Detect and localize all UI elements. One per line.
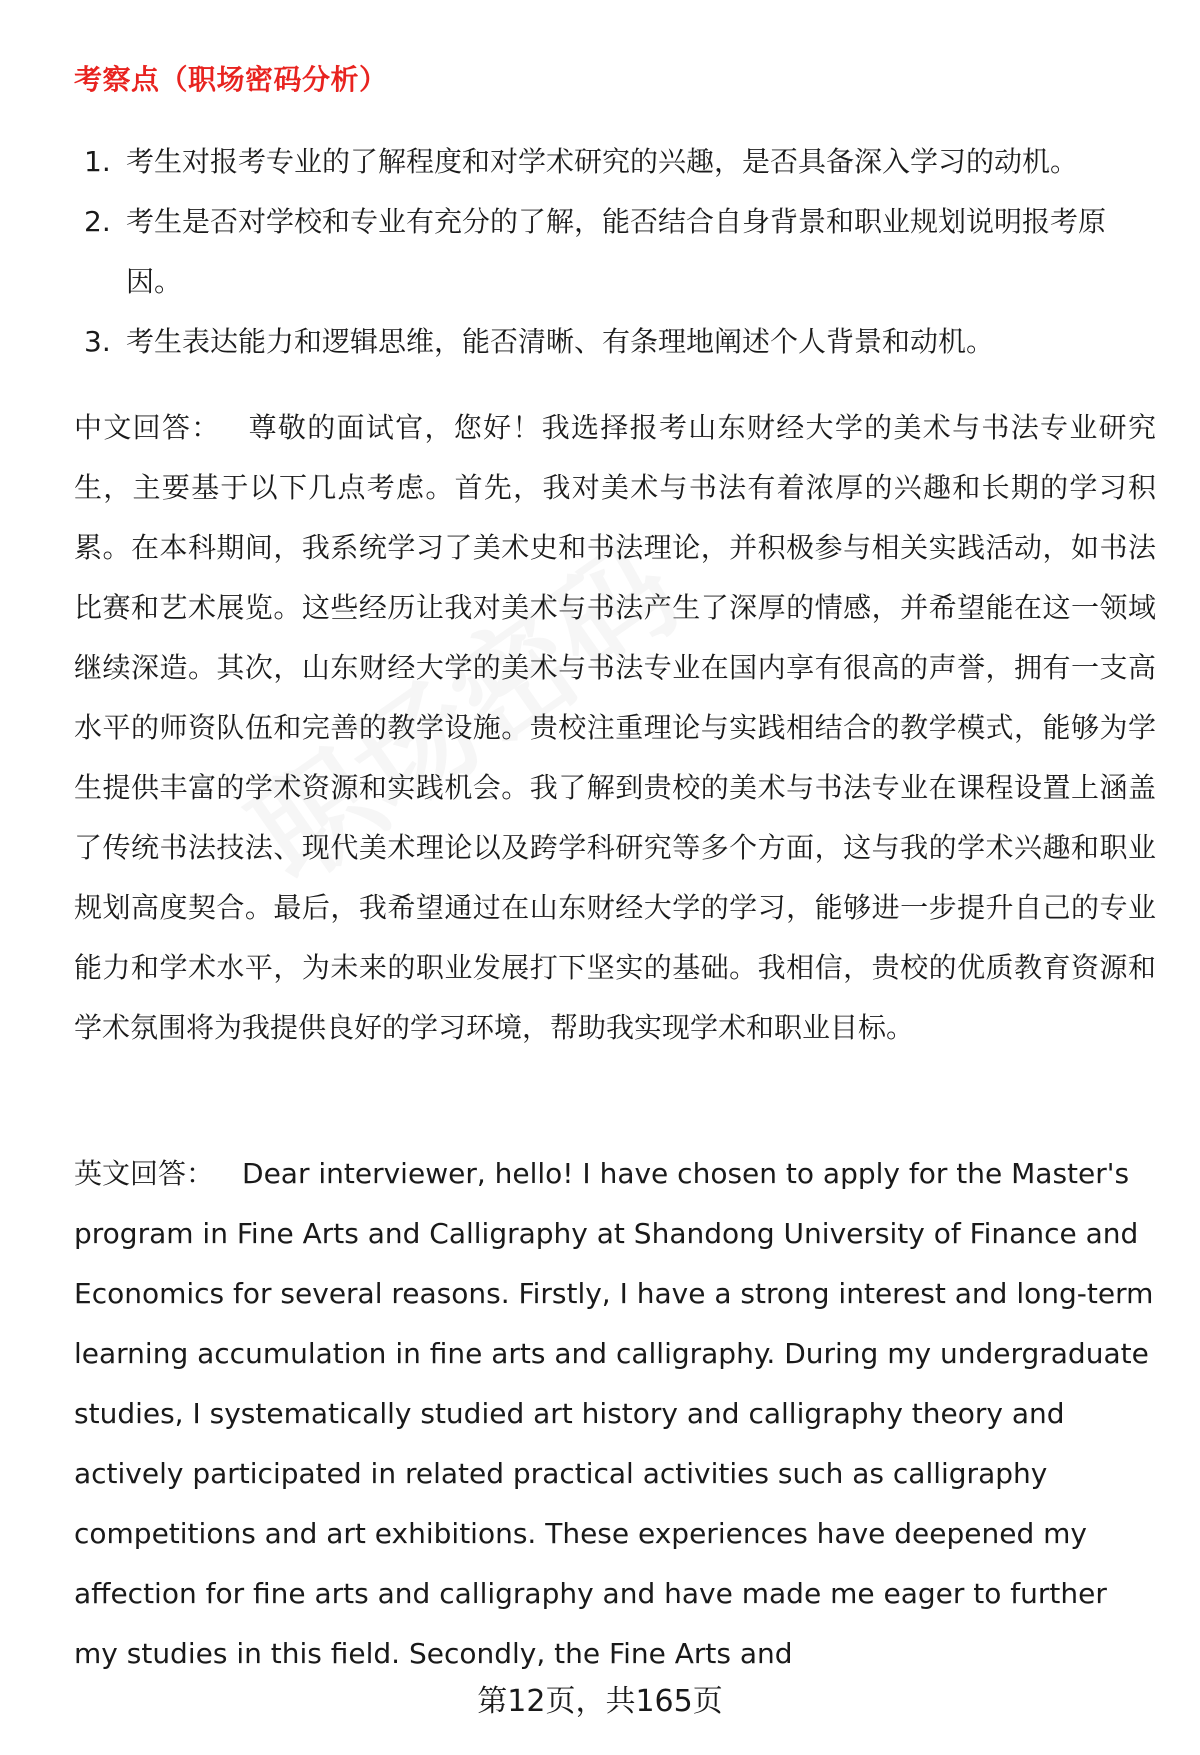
list-item-text: 考生是否对学校和专业有充分的了解，能否结合自身背景和职业规划说明报考原因。 bbox=[126, 205, 1107, 298]
points-list bbox=[74, 132, 1154, 372]
chinese-answer-label: 中文回答： bbox=[74, 411, 221, 444]
list-item-number: 3. bbox=[84, 325, 111, 358]
list-item-number: 2. bbox=[84, 205, 111, 238]
english-answer-label: 英文回答： bbox=[74, 1157, 215, 1190]
list-item bbox=[74, 192, 1154, 312]
list-item-number: 1. bbox=[84, 145, 111, 178]
list-item-text: 考生表达能力和逻辑思维，能否清晰、有条理地阐述个人背景和动机。 bbox=[126, 325, 995, 358]
page-number: 第12页，共165页 bbox=[477, 1684, 723, 1719]
list-item bbox=[74, 312, 1154, 372]
section-title: 考察点（职场密码分析） bbox=[74, 63, 388, 96]
list-item bbox=[74, 132, 1154, 192]
list-item-text: 考生对报考专业的了解程度和对学术研究的兴趣，是否具备深入学习的动机。 bbox=[126, 145, 1079, 178]
chinese-answer-text: 尊敬的面试官，您好！我选择报考山东财经大学的美术与书法专业研究生，主要基于以下几点考虑。首先，我对美术与书法有着浓厚的兴趣和长期的学习积累。在本科期间，我系统学习了美术史和书法理论，并积极参与相关实践活动，如书法比赛和艺术展览。这些经历让我对美术与书法产生了深厚的情感，并希望能在这一领域继续深造。其次，山东财经大学的美术与书法专业在国内享有很高的声誉，拥有一支高水平的师资队伍和完善的教学设施。贵校注重理论与实践相结合的教学模式，能够为学生提供丰富的学术资源和实践机会。我了解到贵校的美术与书法专业在课程设置上涵盖了传统书法技法、现代美术理论以及跨学科研究等多个方面，这与我的学术兴趣和职业规划高度契合。最后，我希望通过在山东财经大学的学习，能够进一步提升自己的专业能力和学术水平，为未来的职业发展打下坚实的基础。我相信，贵校的优质教育资源和学术氛围将为我提供良好的学习环境，帮助我实现学术和职业目标。 bbox=[74, 411, 1156, 1044]
english-answer bbox=[74, 1144, 1156, 1684]
chinese-answer bbox=[74, 398, 1156, 1058]
english-answer-text: Dear interviewer, hello! I have chosen to apply for the Master's program in Fine Arts and Calligraphy at Shandong University of Finance and Economics for several reasons. Firstly, I have a strong interest and long-term learning accumulation in fine arts and calligraphy. During my undergraduate studies, I systematically studied art history and calligraphy theory and actively participated in related practical activities such as calligraphy competitions and art exhibitions. These experiences have deepened my affection for fine arts and calligraphy and have made me eager to further my studies in this field. Secondly, the Fine Arts and bbox=[74, 1157, 1154, 1670]
